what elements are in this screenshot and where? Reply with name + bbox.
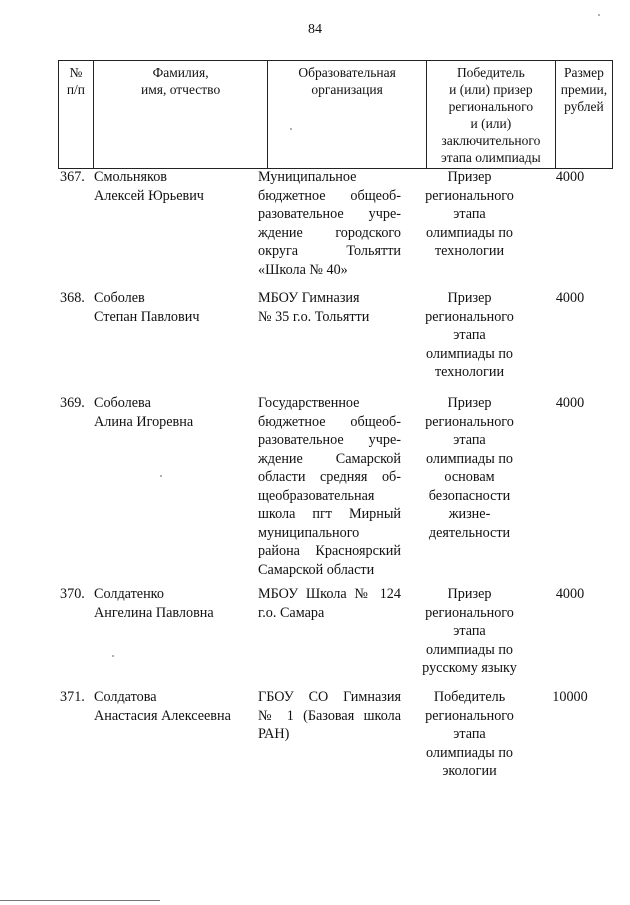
org-line: разовательное учре-: [258, 432, 401, 448]
org-line: района Красноярский: [258, 543, 401, 559]
org-line: ГБОУ СО Гимназия: [258, 689, 401, 705]
header-line: регионального: [448, 99, 534, 114]
org-line: щеобразовательная: [258, 487, 375, 504]
org-line: РАН): [258, 726, 290, 742]
header-organization: [268, 61, 427, 169]
org-line: бюджетное общеоб-: [258, 413, 401, 430]
status-line: русскому языку: [422, 660, 517, 676]
org-line: МБОУ Гимназия: [258, 290, 360, 306]
status: [408, 289, 531, 382]
header-status: [426, 61, 555, 169]
prize-amount: 10000: [552, 689, 588, 705]
header-line: организация: [311, 82, 383, 97]
surname: Солдатова: [94, 689, 157, 705]
org-line: разовательное учре-: [258, 206, 401, 222]
status-line: этапа: [453, 327, 486, 343]
row-number: 369.: [60, 395, 85, 411]
status-line: олимпиады по: [425, 450, 514, 467]
given-names: Ангелина Павловна: [94, 604, 214, 621]
given-names: Анастасия Алексеевна: [94, 707, 231, 724]
person-name: [94, 289, 274, 326]
header-prize: [555, 61, 612, 169]
prize-amount: 4000: [555, 169, 585, 185]
header-line: Победитель: [456, 65, 525, 80]
surname: Смольняков: [94, 169, 167, 185]
status: [408, 585, 531, 678]
status-line: безопасности: [428, 487, 511, 504]
status-line: экологии: [442, 763, 497, 779]
row-number: 367.: [60, 169, 85, 185]
status-line: регионального: [425, 413, 514, 430]
status-line: олимпиады по: [425, 641, 514, 658]
given-names: Алина Игоревна: [94, 413, 194, 430]
given-names: Алексей Юрьевич: [94, 187, 204, 204]
status-line: регионального: [425, 707, 514, 724]
header-line: и (или): [470, 116, 512, 131]
org-line: Самарской области: [258, 561, 375, 578]
org-line: округа Тольятти: [258, 243, 401, 259]
status-line: олимпиады по: [425, 224, 514, 241]
org-line: ждение городского: [258, 224, 401, 241]
scan-speck: [598, 14, 600, 16]
status-line: технологии: [434, 243, 505, 259]
header-number: [59, 61, 94, 169]
surname: Соболев: [94, 290, 145, 306]
prize-amount: 4000: [555, 586, 585, 602]
scan-speck: [112, 655, 114, 657]
header-line: №: [69, 65, 83, 80]
status-line: деятельности: [428, 524, 511, 541]
header-line: этапа олимпиады: [441, 150, 541, 165]
organization: [258, 289, 401, 326]
scan-speck: [160, 475, 162, 477]
status-line: Призер: [447, 395, 492, 411]
header-line: п/п: [66, 82, 86, 97]
status-line: регионального: [425, 604, 514, 621]
status-line: олимпиады по: [425, 345, 514, 362]
org-line: Государственное: [258, 395, 360, 411]
row-number: 371.: [60, 689, 85, 705]
row-number: 370.: [60, 586, 85, 602]
prize-amount: 4000: [555, 395, 585, 411]
surname: Соболева: [94, 395, 151, 411]
given-names: Степан Павлович: [94, 308, 200, 325]
prize-amount: 4000: [555, 290, 585, 306]
organization: [258, 394, 401, 579]
page-number: 84: [308, 22, 322, 37]
header-line: заключительного: [441, 133, 541, 148]
status-line: жизне-: [448, 506, 491, 522]
status-line: основам: [444, 469, 495, 485]
org-line: бюджетное общеоб-: [258, 187, 401, 204]
person-name: [94, 585, 274, 622]
footer-rule: [0, 900, 160, 901]
status-line: олимпиады по: [425, 744, 514, 761]
status-line: этапа: [453, 726, 486, 742]
status-line: регионального: [425, 308, 514, 325]
row-number: 368.: [60, 290, 85, 306]
org-line: Муниципальное: [258, 169, 357, 185]
person-name: [94, 394, 274, 431]
status-line: этапа: [453, 206, 486, 222]
org-line: № 1 (Базовая школа: [258, 707, 401, 724]
status: [408, 394, 531, 542]
org-line: МБОУ Школа № 124: [258, 586, 401, 602]
org-line: школа пгт Мирный: [258, 506, 401, 522]
organization: [258, 688, 401, 744]
header-line: Размер: [563, 65, 604, 80]
header-line: и (или) призер: [449, 82, 533, 97]
status-line: Призер: [447, 169, 492, 185]
status-line: этапа: [453, 432, 486, 448]
table-header: [58, 60, 613, 169]
org-line: «Школа № 40»: [258, 261, 348, 278]
org-line: № 35 г.о. Тольятти: [258, 308, 370, 325]
scan-speck: [290, 128, 292, 130]
header-name: [93, 61, 267, 169]
organization: [258, 585, 401, 622]
header-line: Образовательная: [298, 65, 396, 80]
status-line: регионального: [425, 187, 514, 204]
status-line: этапа: [453, 623, 486, 639]
header-line: премии,: [560, 82, 608, 97]
header-line: рублей: [564, 99, 604, 114]
status-line: Призер: [447, 290, 492, 306]
person-name: [94, 168, 274, 205]
header-line: Фамилия,: [152, 65, 209, 80]
person-name: [94, 688, 274, 725]
surname: Солдатенко: [94, 586, 164, 602]
organization: [258, 168, 401, 279]
status: [408, 688, 531, 781]
org-line: ждение Самарской: [258, 450, 401, 467]
status-line: Призер: [447, 586, 492, 602]
org-line: г.о. Самара: [258, 604, 325, 621]
org-line: области средняя об-: [258, 469, 401, 485]
org-line: муниципального: [258, 524, 360, 541]
header-line: имя, отчество: [140, 82, 221, 97]
status: [408, 168, 531, 261]
status-line: Победитель: [433, 689, 506, 705]
status-line: технологии: [434, 364, 505, 380]
